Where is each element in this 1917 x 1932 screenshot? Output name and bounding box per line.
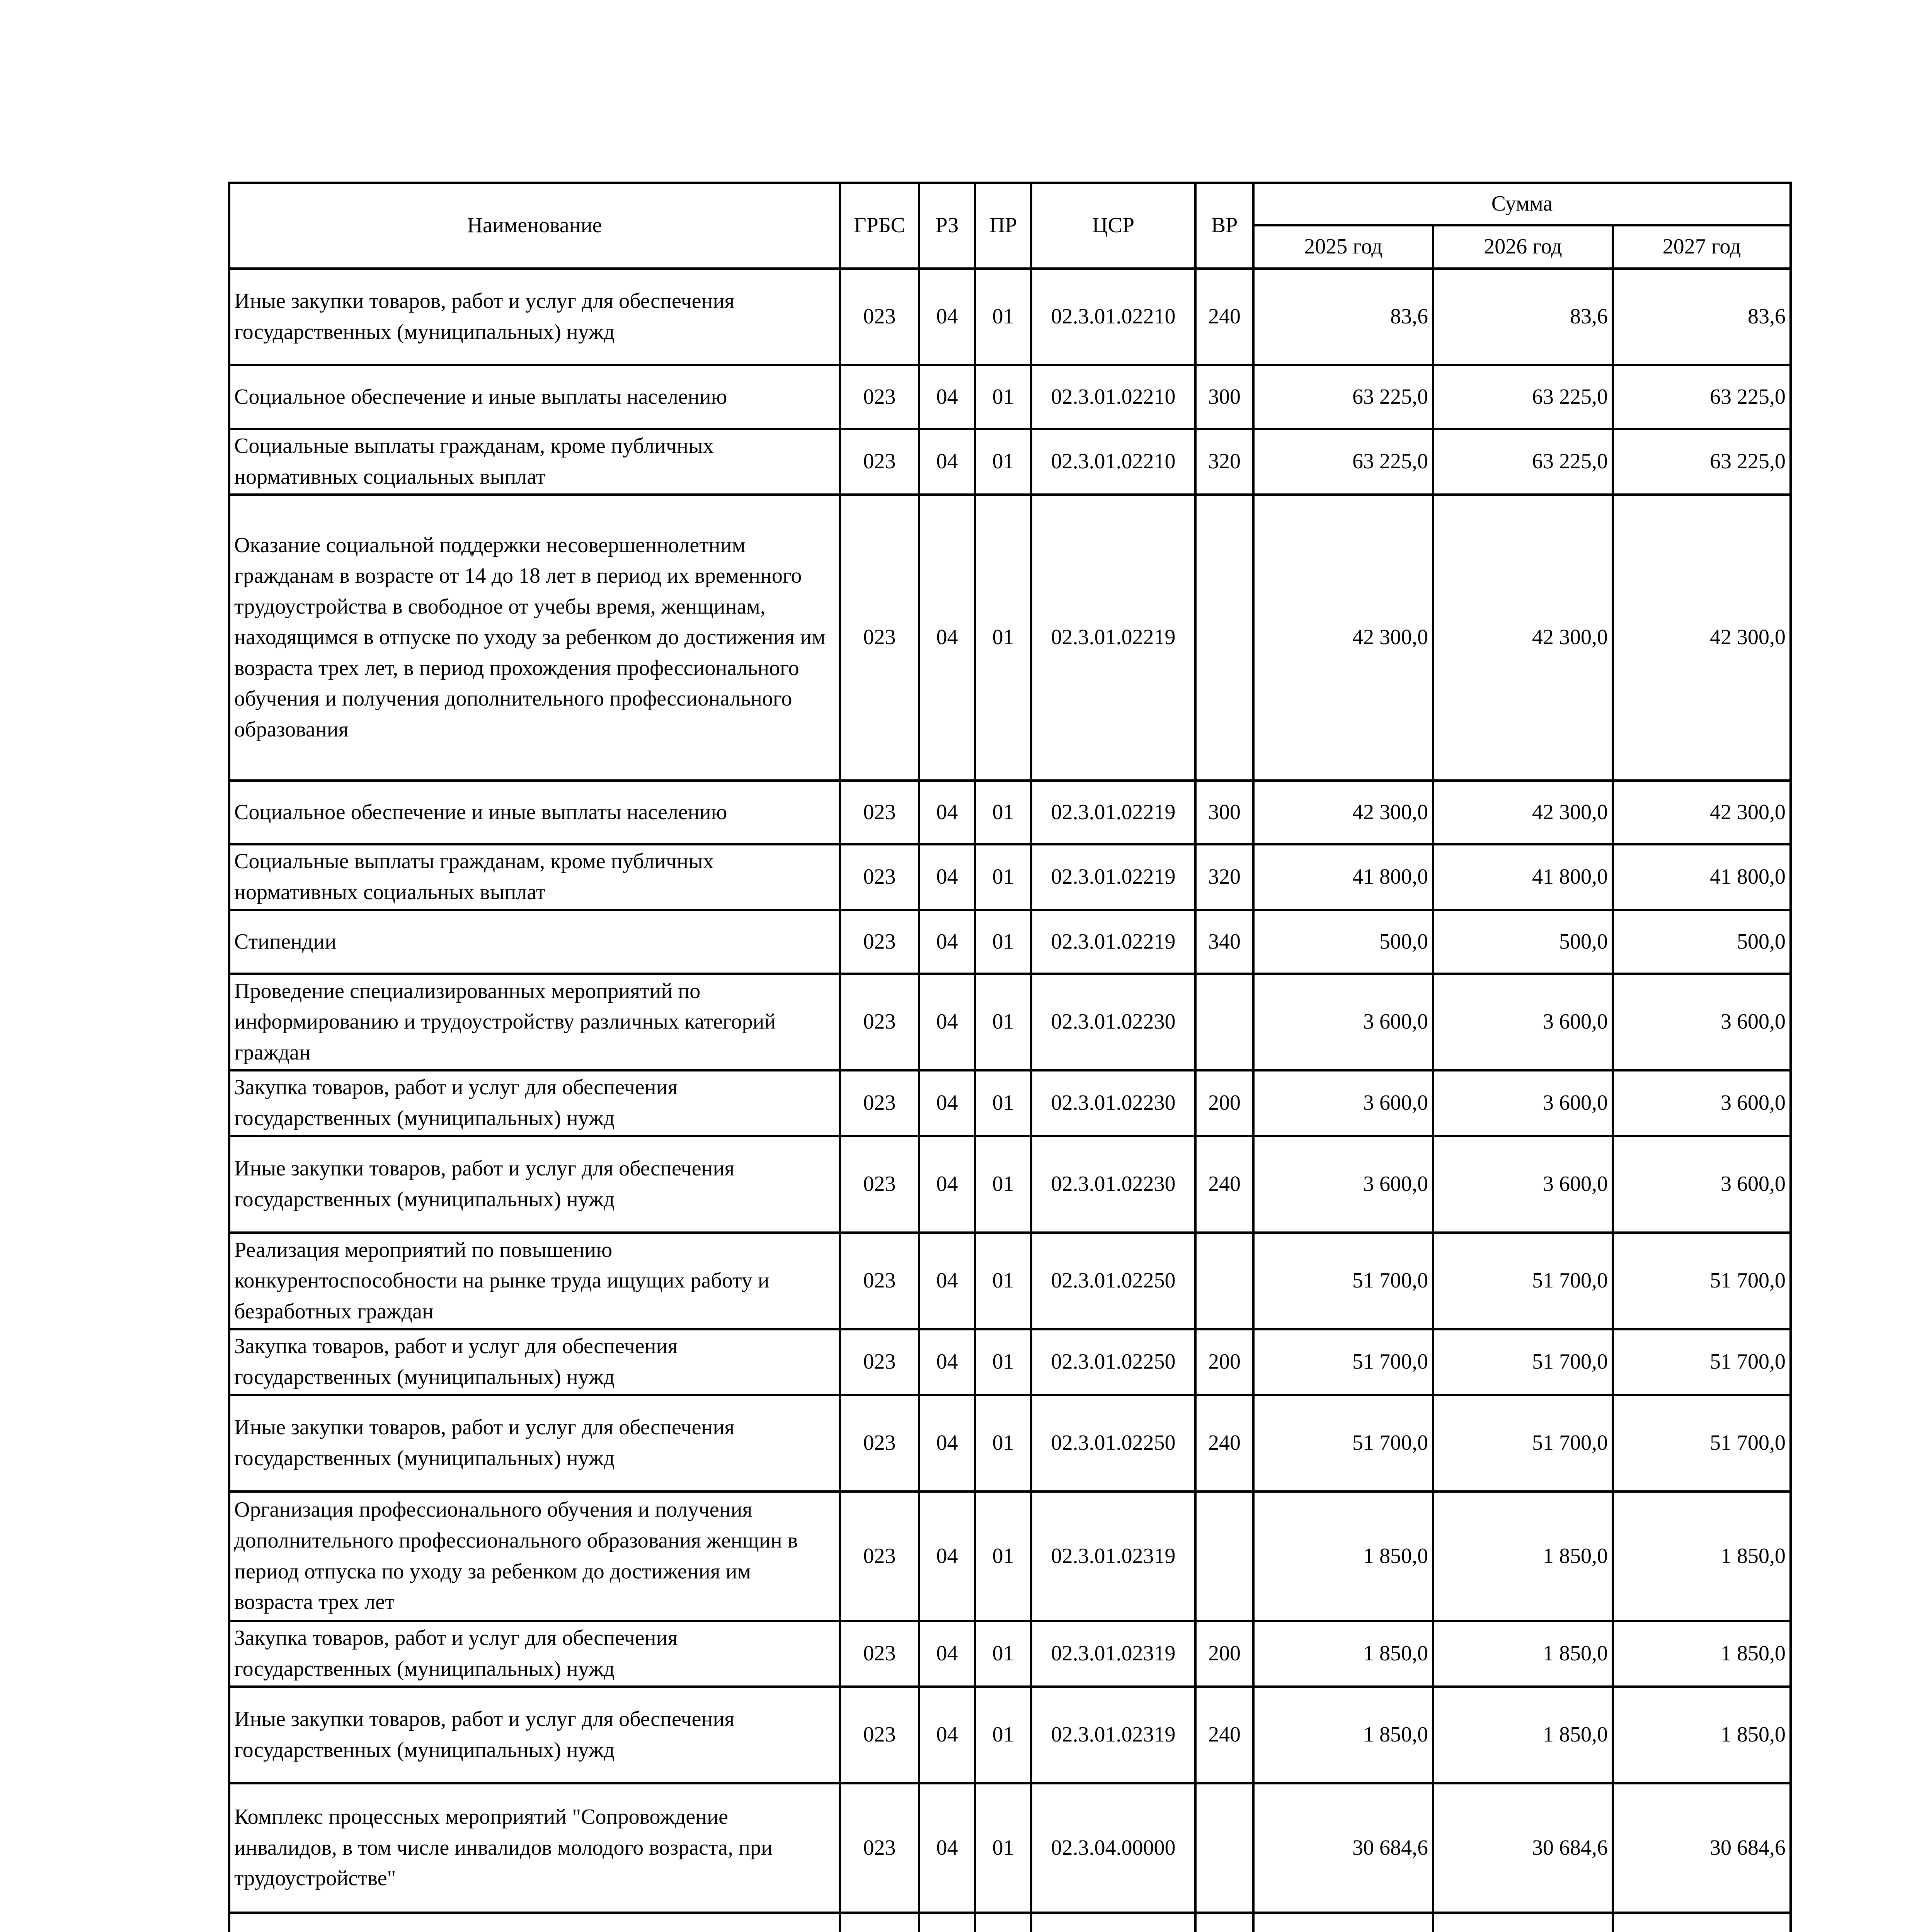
cell-grbs: 023	[840, 1492, 919, 1621]
cell-vr: 320	[1195, 429, 1253, 495]
cell-name: Комплекс процессных мероприятий "Сопровождение инвалидов, в том числе инвалидов молодого возраста, при трудоустройстве"	[229, 1783, 840, 1913]
cell-rz: 04	[919, 1070, 975, 1136]
cell-rz: 04	[919, 1136, 975, 1233]
cell-2025: 1 850,0	[1253, 1621, 1433, 1687]
cell-name: Проведение специализированных мероприятий по информированию и трудоустройству различных категорий граждан	[229, 974, 840, 1070]
cell-pr: 01	[975, 429, 1031, 495]
cell-2026: 1 850,0	[1433, 1687, 1613, 1783]
cell-name: Реализация мероприятий по повышению конкурентоспособности на рынке труда ищущих работу и безработных граждан	[229, 1233, 840, 1329]
table-row	[229, 1070, 1791, 1136]
cell-grbs: 023	[840, 1783, 919, 1913]
table-row	[229, 1329, 1791, 1395]
table-row	[229, 365, 1791, 429]
cell-2026: 63 225,0	[1433, 429, 1613, 495]
cell-vr: 320	[1195, 844, 1253, 910]
cell-pr: 01	[975, 1621, 1031, 1687]
header-sum: Сумма	[1253, 183, 1791, 225]
cell-csr: 02.3.01.02219	[1031, 495, 1195, 781]
cell-2025: 1 850,0	[1253, 1492, 1433, 1621]
cell-2026: 1 850,0	[1433, 1621, 1613, 1687]
cell-vr	[1195, 974, 1253, 1070]
cell-pr: 01	[975, 781, 1031, 844]
cell-2025: 51 700,0	[1253, 1233, 1433, 1329]
cell-vr: 240	[1195, 269, 1253, 365]
cell-pr: 01	[975, 365, 1031, 429]
cell-name: Социальное обеспечение и иные выплаты населению	[229, 781, 840, 844]
cell-vr: 200	[1195, 1070, 1253, 1136]
cell-csr: 02.3.01.02250	[1031, 1329, 1195, 1395]
header-vr: ВР	[1195, 183, 1253, 269]
cell-csr: 02.3.01.02219	[1031, 781, 1195, 844]
cell-csr: 02.3.01.02210	[1031, 365, 1195, 429]
cell-2027: 1 850,0	[1613, 1621, 1791, 1687]
cell-pr: 01	[975, 495, 1031, 781]
table-row	[229, 781, 1791, 844]
table-row	[229, 910, 1791, 974]
cell-2025: 63 225,0	[1253, 365, 1433, 429]
cell-csr: 02.3.01.02219	[1031, 844, 1195, 910]
cell-name: Иные закупки товаров, работ и услуг для обеспечения государственных (муниципальных) нужд	[229, 269, 840, 365]
cell-2026: 51 700,0	[1433, 1395, 1613, 1492]
table-row	[229, 1913, 1791, 1932]
table-row	[229, 429, 1791, 495]
cell-grbs: 023	[840, 429, 919, 495]
cell-vr: 300	[1195, 781, 1253, 844]
cell-csr: 02.3.01.02230	[1031, 1136, 1195, 1233]
table-header	[229, 183, 1791, 269]
cell-rz: 04	[919, 781, 975, 844]
cell-2025: 51 700,0	[1253, 1395, 1433, 1492]
cell-rz: 04	[919, 1492, 975, 1621]
cell-2026	[1433, 1913, 1613, 1932]
table-row	[229, 1136, 1791, 1233]
cell-grbs: 023	[840, 1233, 919, 1329]
cell-pr: 01	[975, 1783, 1031, 1913]
table-row	[229, 495, 1791, 781]
table-row	[229, 1687, 1791, 1783]
cell-2025: 3 600,0	[1253, 1070, 1433, 1136]
cell-2027: 42 300,0	[1613, 495, 1791, 781]
cell-vr: 200	[1195, 1329, 1253, 1395]
cell-vr: 340	[1195, 910, 1253, 974]
cell-grbs: 023	[840, 495, 919, 781]
cell-vr	[1195, 1783, 1253, 1913]
cell-csr: 02.3.01.02250	[1031, 1233, 1195, 1329]
cell-pr: 01	[975, 844, 1031, 910]
cell-name: Иные закупки товаров, работ и услуг для обеспечения государственных (муниципальных) нужд	[229, 1395, 840, 1492]
cell-rz: 04	[919, 844, 975, 910]
cell-pr: 01	[975, 910, 1031, 974]
cell-vr	[1195, 1233, 1253, 1329]
cell-csr: 02.3.01.02319	[1031, 1621, 1195, 1687]
cell-pr: 01	[975, 1329, 1031, 1395]
cell-grbs: 023	[840, 1395, 919, 1492]
table-body	[229, 269, 1791, 1932]
cell-csr: 02.3.01.02210	[1031, 429, 1195, 495]
cell-2027: 63 225,0	[1613, 429, 1791, 495]
cell-rz	[919, 1913, 975, 1932]
cell-csr: 02.3.01.02230	[1031, 974, 1195, 1070]
cell-pr: 01	[975, 974, 1031, 1070]
cell-2026: 3 600,0	[1433, 974, 1613, 1070]
cell-2027	[1613, 1913, 1791, 1932]
header-2027: 2027 год	[1613, 225, 1791, 269]
cell-2026: 30 684,6	[1433, 1783, 1613, 1913]
cell-2027: 51 700,0	[1613, 1329, 1791, 1395]
cell-2027: 30 684,6	[1613, 1783, 1791, 1913]
cell-2025: 42 300,0	[1253, 781, 1433, 844]
cell-rz: 04	[919, 1687, 975, 1783]
cell-csr: 02.3.01.02319	[1031, 1687, 1195, 1783]
cell-grbs: 023	[840, 1329, 919, 1395]
header-2025: 2025 год	[1253, 225, 1433, 269]
cell-2025: 63 225,0	[1253, 429, 1433, 495]
cell-pr	[975, 1913, 1031, 1932]
cell-2027: 3 600,0	[1613, 1136, 1791, 1233]
cell-name	[229, 1913, 840, 1932]
cell-vr: 240	[1195, 1687, 1253, 1783]
table-row	[229, 1233, 1791, 1329]
cell-rz: 04	[919, 495, 975, 781]
cell-2025	[1253, 1913, 1433, 1932]
table-row	[229, 844, 1791, 910]
table-row	[229, 1395, 1791, 1492]
cell-csr: 02.3.01.02250	[1031, 1395, 1195, 1492]
cell-grbs: 023	[840, 1621, 919, 1687]
cell-rz: 04	[919, 1329, 975, 1395]
header-rz: РЗ	[919, 183, 975, 269]
cell-pr: 01	[975, 1233, 1031, 1329]
cell-2025: 30 684,6	[1253, 1783, 1433, 1913]
cell-grbs: 023	[840, 269, 919, 365]
cell-2025: 41 800,0	[1253, 844, 1433, 910]
cell-2026: 41 800,0	[1433, 844, 1613, 910]
cell-2026: 83,6	[1433, 269, 1613, 365]
cell-2026: 500,0	[1433, 910, 1613, 974]
cell-vr: 240	[1195, 1395, 1253, 1492]
cell-name: Иные закупки товаров, работ и услуг для обеспечения государственных (муниципальных) нужд	[229, 1687, 840, 1783]
cell-pr: 01	[975, 1395, 1031, 1492]
cell-grbs: 023	[840, 974, 919, 1070]
cell-pr: 01	[975, 1070, 1031, 1136]
cell-grbs	[840, 1913, 919, 1932]
header-pr: ПР	[975, 183, 1031, 269]
cell-name: Социальное обеспечение и иные выплаты населению	[229, 365, 840, 429]
cell-rz: 04	[919, 429, 975, 495]
cell-2025: 3 600,0	[1253, 1136, 1433, 1233]
cell-name: Закупка товаров, работ и услуг для обеспечения государственных (муниципальных) нужд	[229, 1621, 840, 1687]
cell-rz: 04	[919, 269, 975, 365]
cell-rz: 04	[919, 910, 975, 974]
cell-grbs: 023	[840, 910, 919, 974]
cell-2025: 1 850,0	[1253, 1687, 1433, 1783]
cell-csr: 02.3.01.02230	[1031, 1070, 1195, 1136]
cell-rz: 04	[919, 974, 975, 1070]
cell-name: Закупка товаров, работ и услуг для обеспечения государственных (муниципальных) нужд	[229, 1070, 840, 1136]
cell-2027: 500,0	[1613, 910, 1791, 974]
cell-grbs: 023	[840, 1687, 919, 1783]
cell-2027: 51 700,0	[1613, 1233, 1791, 1329]
budget-table	[228, 182, 1792, 1932]
cell-rz: 04	[919, 365, 975, 429]
cell-grbs: 023	[840, 365, 919, 429]
cell-2027: 1 850,0	[1613, 1687, 1791, 1783]
table-row	[229, 1621, 1791, 1687]
cell-rz: 04	[919, 1621, 975, 1687]
header-2026: 2026 год	[1433, 225, 1613, 269]
cell-vr: 240	[1195, 1136, 1253, 1233]
cell-2026: 1 850,0	[1433, 1492, 1613, 1621]
cell-2025: 42 300,0	[1253, 495, 1433, 781]
table-row	[229, 974, 1791, 1070]
cell-rz: 04	[919, 1395, 975, 1492]
cell-csr: 02.3.01.02219	[1031, 910, 1195, 974]
header-grbs: ГРБС	[840, 183, 919, 269]
cell-2027: 83,6	[1613, 269, 1791, 365]
cell-grbs: 023	[840, 1070, 919, 1136]
cell-vr	[1195, 1492, 1253, 1621]
cell-vr: 300	[1195, 365, 1253, 429]
cell-rz: 04	[919, 1233, 975, 1329]
cell-pr: 01	[975, 1136, 1031, 1233]
cell-2026: 51 700,0	[1433, 1329, 1613, 1395]
cell-pr: 01	[975, 269, 1031, 365]
cell-name: Социальные выплаты гражданам, кроме публичных нормативных социальных выплат	[229, 844, 840, 910]
cell-2026: 3 600,0	[1433, 1070, 1613, 1136]
cell-2027: 1 850,0	[1613, 1492, 1791, 1621]
cell-name: Иные закупки товаров, работ и услуг для обеспечения государственных (муниципальных) нужд	[229, 1136, 840, 1233]
cell-name: Организация профессионального обучения и получения дополнительного профессионального образования женщин в период отпуска по уходу за ребенком до достижения им возраста трех лет	[229, 1492, 840, 1621]
cell-name: Оказание социальной поддержки несовершеннолетним гражданам в возрасте от 14 до 18 лет в период их временного трудоустройства в свободное от учебы время, женщинам, находящимся в отпуске по уходу за ребенком до достижения им возраста трех лет, в период прохождения профессионального обучения и получения дополнительного профессионального образования	[229, 495, 840, 781]
cell-csr	[1031, 1913, 1195, 1932]
cell-2027: 41 800,0	[1613, 844, 1791, 910]
table-row	[229, 1492, 1791, 1621]
cell-name: Стипендии	[229, 910, 840, 974]
cell-2025: 3 600,0	[1253, 974, 1433, 1070]
cell-grbs: 023	[840, 1136, 919, 1233]
cell-csr: 02.3.04.00000	[1031, 1783, 1195, 1913]
cell-rz: 04	[919, 1783, 975, 1913]
cell-2026: 3 600,0	[1433, 1136, 1613, 1233]
header-csr: ЦСР	[1031, 183, 1195, 269]
cell-name: Социальные выплаты гражданам, кроме публичных нормативных социальных выплат	[229, 429, 840, 495]
cell-2026: 63 225,0	[1433, 365, 1613, 429]
cell-2027: 51 700,0	[1613, 1395, 1791, 1492]
cell-csr: 02.3.01.02210	[1031, 269, 1195, 365]
cell-2027: 3 600,0	[1613, 974, 1791, 1070]
cell-grbs: 023	[840, 781, 919, 844]
cell-2025: 83,6	[1253, 269, 1433, 365]
cell-2025: 51 700,0	[1253, 1329, 1433, 1395]
cell-vr: 200	[1195, 1621, 1253, 1687]
cell-2027: 42 300,0	[1613, 781, 1791, 844]
table-row	[229, 1783, 1791, 1913]
cell-grbs: 023	[840, 844, 919, 910]
table-row	[229, 269, 1791, 365]
cell-2026: 42 300,0	[1433, 781, 1613, 844]
cell-vr	[1195, 1913, 1253, 1932]
header-name: Наименование	[229, 183, 840, 269]
cell-2026: 51 700,0	[1433, 1233, 1613, 1329]
cell-name: Закупка товаров, работ и услуг для обеспечения государственных (муниципальных) нужд	[229, 1329, 840, 1395]
cell-vr	[1195, 495, 1253, 781]
cell-2026: 42 300,0	[1433, 495, 1613, 781]
cell-pr: 01	[975, 1687, 1031, 1783]
cell-2027: 63 225,0	[1613, 365, 1791, 429]
cell-pr: 01	[975, 1492, 1031, 1621]
cell-2025: 500,0	[1253, 910, 1433, 974]
cell-2027: 3 600,0	[1613, 1070, 1791, 1136]
cell-csr: 02.3.01.02319	[1031, 1492, 1195, 1621]
